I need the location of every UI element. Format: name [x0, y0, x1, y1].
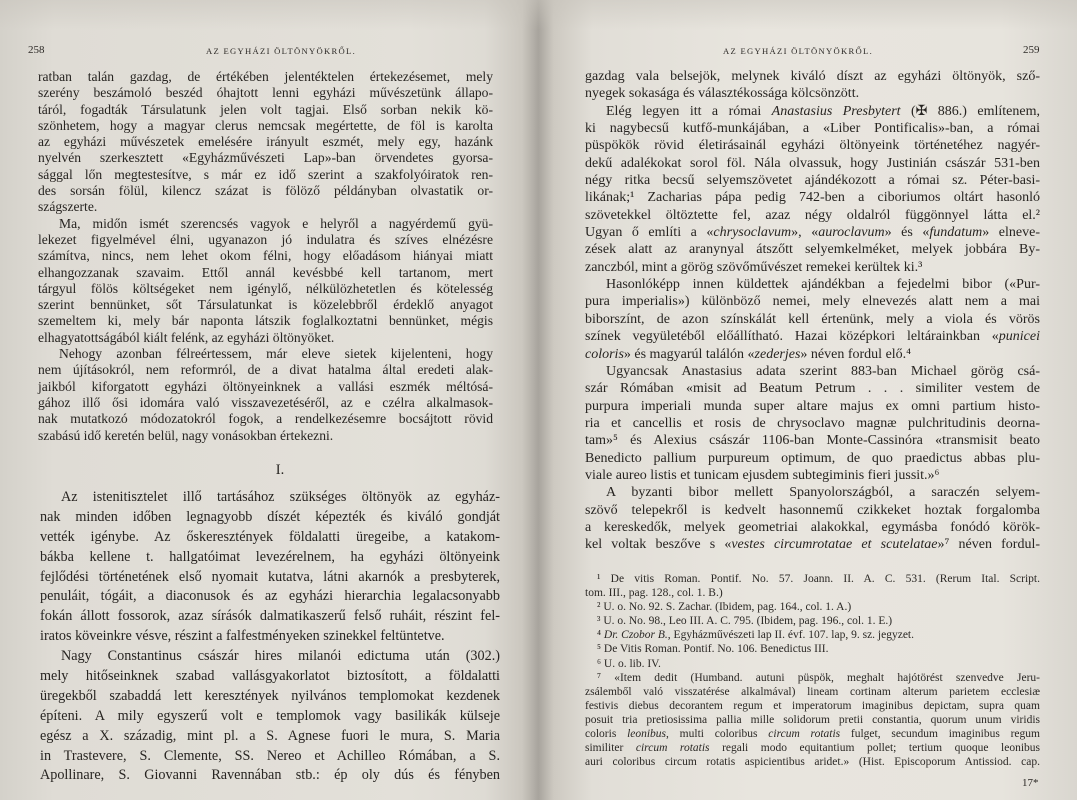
italic-text: chrysoclavum	[713, 225, 792, 241]
paragraph-line	[585, 346, 1040, 363]
text-segment: Ugyan ő említi a «	[585, 225, 714, 241]
paragraph-line: nyegek sokasága és választékossága kölcsönzött.	[585, 86, 860, 102]
paragraph-line: pura imperialis») különböző nemei, mely elnevezés alatt nem a mai	[585, 294, 1040, 310]
section-heading: I.	[275, 462, 285, 478]
italic-text: coloris	[585, 346, 624, 362]
footnote-line	[585, 741, 1040, 755]
paragraph-line: tárgyul fölös költségeket nem igénylő, nélkülözhetetlen és kötelesség	[38, 280, 493, 296]
italic-text: Dr. Czobor B.	[603, 629, 668, 642]
page-number: 259	[1023, 44, 1040, 56]
text-segment: , multi coloribus	[666, 728, 769, 741]
paragraph-line: Benedicto pallium purpureum optimum, de quo praedictus abbas plu-	[585, 450, 1040, 466]
paragraph-line: nem újításokról, nem reformról, de a divat hatalma által eredeti alak-	[38, 362, 493, 378]
text-segment: , Egyházművészeti lap II. évf. 107. lap, 9. sz. jegyzet.	[667, 629, 915, 642]
paragraph-line: vették igénybe. Az őskeresztények földalatti üregeibe, a katakom-	[40, 528, 500, 545]
italic-text: auroclavum	[818, 225, 885, 241]
paragraph-line: fejlődési történetének első nyomait kutatva, látni akarnók a presbyterek,	[40, 568, 500, 585]
paragraph-line: nak mutatkozó módozatokról fogok, a rendelkezésemre bocsájtott rövid	[38, 411, 493, 427]
text-segment: fulget, secundum imaginibus regum	[840, 728, 1040, 741]
running-head: AZ EGYHÁZI ÖLTÖNYÖKRŐL.	[722, 46, 874, 56]
paragraph-line: ria et cancellis et rosis de chrysoclavo magnæ pulchritudinis deorna-	[585, 415, 1040, 431]
page-number: 258	[28, 44, 45, 56]
paragraph-line: dekű adalékokat sorol föl. Nála olvassuk, hogy Justinián császár 531-ben	[585, 155, 1040, 171]
text-segment: », «	[791, 225, 819, 241]
paragraph-line: számítva, nincs, nem lehet okom félni, hogy előadásom hiányai miatt	[38, 248, 493, 264]
paragraph-line: iratos köveinkre vésve, részint a falfestményeken szinekkel feltüntetve.	[40, 628, 445, 645]
paragraph-line: szövő telepekről is kedvelt hasonnemű czikkeket hoztak forgalomba	[585, 502, 1040, 518]
paragraph-line: a kereskedők, melyek geometriai alakokkal, egymásba fonódó körök-	[585, 519, 1040, 535]
paragraph-line: in Trastevere, S. Clemente, SS. Nereo et Achilleo Rómában, a S.	[40, 747, 500, 764]
footnote-line	[585, 628, 1040, 642]
paragraph-line: sággal lőn megtestesítve, s már ez idő szerint a szakfolyóiratok ren-	[38, 166, 493, 182]
footnote-line: tom. III., pag. 128., col. 1. B.)	[585, 587, 723, 600]
paragraph-line: az egyházi művészetek emelésére irányult eszmét, mely egy, hazánk	[38, 134, 493, 150]
paragraph-line: bákba kellene t. hallgatóimat levezérelnem, ha egyházi öltönyeink	[40, 548, 500, 565]
paragraph-line: fokán állott fossorok, azaz sírásók dalmatikaszerű felső ruháit, részint fel-	[40, 608, 500, 625]
paragraph-line: biborszínt, de azon színskálát kell értenünk, mely a viola és vörös	[585, 311, 1040, 327]
paragraph-line: Hasonlóképp innen küldettek ajándékban a fejedelmi bibor («Pur-	[606, 277, 1040, 293]
paragraph-line: elhangozzanak szavaim. Ettől annál kevésbbé kell tartanom, mert	[38, 264, 493, 280]
footnotes	[585, 572, 1040, 769]
body-text	[38, 69, 493, 444]
paragraph-line: viale aureo listis et tunicam ejusdem subtegiminis fieri jussit.»⁶	[585, 467, 940, 483]
text-segment: similiter	[585, 742, 636, 755]
footnote-line: zsálemből való visszatérése alkalmával) lineam cortinam alterum parietem ecclesiæ	[585, 685, 1040, 698]
paragraph-line	[585, 103, 1040, 120]
text-segment: ⁴	[597, 629, 604, 642]
paragraph	[38, 216, 493, 346]
paragraph-line: des sorsán fölül, kilencz százat is fölöző példányban olvastatik or-	[38, 183, 493, 199]
paragraph-line: szerint bennünket, sőt Társulatunkat is közelebbről érdeklő anyagot	[38, 297, 493, 313]
paragraph-line: tam»⁵ és Alexius császár 1106-ban Monte-Cassinóra «transmisit beato	[585, 433, 1040, 449]
footnote-line: ³ U. o. No. 98., Leo III. A. C. 795. (Ibidem, pag. 196., col. 1. E.)	[597, 615, 893, 628]
paragraph-line: jaikból kiforgatott egyházi öltönyeinknek a vallási eszmék méltósá-	[38, 378, 493, 394]
paragraph-line: penuláit, tógáit, a diaconusok és az egyházi hierarchia legalacsonyabb	[40, 588, 500, 605]
paragraph-line: püspökök rövid életirásainál egyházi öltönyeink történetéhez nagyér-	[585, 138, 1040, 154]
paragraph	[40, 647, 500, 786]
paragraph	[585, 276, 1040, 363]
text-segment: regali modo equitantium pollet; tertium quoque leonibus	[709, 742, 1040, 755]
paragraph	[585, 68, 1040, 103]
paragraph-line: mely hitőseinknek szabad vallásgyakorlatot biztosított, a földalatti	[40, 668, 500, 685]
footnote	[585, 671, 1040, 770]
paragraph-line: építeni. A mily egyszerű volt e templomok vagy basilikák külseje	[40, 707, 500, 724]
paragraph-line: lekezet figyelmével élni, ugyanazon jó indulatra és szíves elnézésre	[38, 231, 493, 247]
paragraph-line: szár Rómában «misit ad Beatum Petrum . . . similiter vestem de	[585, 381, 1040, 397]
body-text	[585, 68, 1040, 554]
italic-text: circum rotatis	[768, 728, 841, 741]
paragraph	[40, 488, 500, 647]
paragraph-line: gazdag vala belsejök, melynek kiváló díszt az egyházi öltönyök, sző-	[585, 69, 1040, 84]
text-segment: coloris	[585, 728, 628, 741]
paragraph-line	[585, 536, 1040, 553]
paragraph-line: Ugyancsak Anastasius adata szerint 883-ban Michael görög csá-	[606, 363, 1040, 379]
footnote-line: posuit tria pretiosissima pallia mille solidorum pretii constantia, quorum unum viridis	[585, 713, 1040, 726]
text-segment: » elneve-	[982, 225, 1040, 241]
paragraph-line	[585, 224, 1040, 241]
footnote-line: ² U. o. No. 92. S. Zachar. (Ibidem, pag. 164., col. 1. A.)	[597, 601, 852, 614]
footnote-line: festivis diebus decorantem regum et imperatorum imaginibus depictam, supra quam	[585, 699, 1040, 712]
paragraph-line: purpura imperiali munda super altare majus ex omni partium histo-	[585, 398, 1040, 414]
paragraph-line: likának;¹ Zacharias pápa pedig 742-ben a ciboriumos oltárt hasonló	[585, 190, 1040, 206]
paragraph-line: ki nagybecsű kutfő-munkájában, a «Liber Pontificalis»-ban, a római	[585, 121, 1040, 137]
paragraph-line: szemeltem ki, mely bár naponta látszik foglalkoztatni bennünket, mégis	[38, 313, 493, 329]
paragraph-line: szerény beszámoló beszéd óhajtott lenni egyházi művészetünk állapo-	[38, 85, 493, 101]
paragraph-line: Nehogy azonban félreértessem, már eleve sietek kijelenteni, hogy	[59, 346, 493, 362]
footnote-line: ⁶ U. o. lib. IV.	[597, 657, 661, 670]
paragraph	[585, 484, 1040, 553]
paragraph-line: egész a X. századig, mint pl. a S. Agnese fuori le mura, S. Maria	[40, 727, 500, 744]
scan-shadow	[0, 0, 1077, 30]
footnote	[585, 572, 1040, 600]
paragraph-line: Ma, midőn ismét szerencsés vagyok e helyről a nagyérdemű gyü-	[59, 215, 493, 231]
paragraph-line: gához illő ősi idomára való visszavezetéséről, az e czélra alkalmasok-	[38, 394, 493, 410]
text-segment: színek vegyületéből előállítható. Hazai középkori leltárainkban «	[585, 329, 999, 345]
footnote-line: ¹ De vitis Roman. Pontif. No. 57. Joann. II. A. C. 531. (Rerum Ital. Script.	[597, 573, 1040, 585]
paragraph-line: A byzanti bibor mellett Spanyolországból, a saraczén selyem-	[606, 485, 1040, 501]
paragraph-line: nyelvén szerkesztett «Egyházművészeti Lap»-ban örvendetes gyorsa-	[38, 150, 493, 166]
footnote-line	[585, 727, 1040, 741]
text-segment: »⁷ néven fordul-	[937, 537, 1040, 553]
text-segment: Elég legyen itt a római	[606, 103, 772, 119]
paragraph-line: négy ritka becsű selyemszövetet ajándékozott a római sz. Péter-basi-	[585, 173, 1040, 189]
paragraph-line: üregekből szabaddá lett keresztények nyilvános templomokat kezdenek	[40, 687, 500, 704]
footnote	[585, 614, 1040, 628]
paragraph-line: zések alatt az aranynyal átszőtt selyemkelméket, melyek jobbára By-	[585, 242, 1040, 258]
body-text	[40, 488, 500, 786]
paragraph-line	[585, 328, 1040, 345]
paragraph-line: nak minden időben legnagyobb díszét képezték és kiváló gondját	[40, 508, 500, 525]
footnote-line: ⁷ «Item dedit (Humband. autuni püspök, meghalt hajótörést szenvedve Jeru-	[597, 671, 1040, 684]
italic-text: fundatum	[929, 225, 983, 241]
paragraph-line: szönhetem, hogy a magyar clerus nemcsak megértette, de föl is karolta	[38, 117, 493, 133]
paragraph	[585, 363, 1040, 484]
italic-text: leonibus	[627, 728, 667, 741]
signature-mark: 17*	[1022, 777, 1039, 789]
footnote	[585, 628, 1040, 642]
text-segment: » és magyarúl találón «	[623, 346, 755, 362]
italic-text: Anastasius Presbytert	[771, 103, 901, 119]
paragraph	[38, 346, 493, 444]
paragraph-line: táról, fogadták Társulatunk jelen volt tagjai. Első sorban nekik kö-	[38, 101, 493, 117]
footnote-line: ⁵ De Vitis Roman. Pontif. No. 106. Benedictus III.	[597, 643, 829, 656]
italic-text: punicei	[998, 329, 1040, 345]
paragraph-line: zanczból, mint a görög szövőművészet remekei kerültek ki.³	[585, 259, 923, 275]
text-segment: » és «	[884, 225, 930, 241]
paragraph-line: elhagyatottságából kiált felénk, az egyházi öltönyöket.	[38, 329, 335, 345]
text-segment: (✠ 886.) említenem,	[900, 103, 1040, 119]
footnote	[585, 657, 1040, 671]
footnote	[585, 642, 1040, 656]
paragraph-line: Nagy Constantinus császár hires milanói edictuma után (302.)	[61, 648, 500, 665]
paragraph-line: Az istenitisztelet illő tartásához szükséges öltönyök az egyház-	[61, 489, 500, 505]
paragraph-line: ratban talán gazdag, de értékében jelentéktelen értekezésemet, mely	[38, 69, 493, 84]
text-segment: kel voltak beszőve s «	[585, 537, 732, 553]
paragraph	[585, 103, 1040, 276]
paragraph-line: szövetekkel öltöztette fel, azaz négy oldalról függönnyel látta el.²	[585, 207, 1040, 223]
paragraph-line: szágszerte.	[38, 199, 98, 215]
paragraph-line: szabású idő keretén belül, nagy vonásokban értekezni.	[38, 427, 334, 443]
text-segment: » néven fordul elő.⁴	[800, 346, 912, 362]
italic-text: circum rotatis	[635, 742, 710, 755]
paragraph-line: Apollinare, S. Giovanni Ravennában stb.: ép oly dús és fényben	[40, 767, 500, 784]
italic-text: vestes circumrotatae et scutelatae	[731, 537, 938, 553]
italic-text: zederjes	[754, 346, 801, 362]
running-head: AZ EGYHÁZI ÖLTÖNYÖKRŐL.	[205, 46, 357, 56]
paragraph	[38, 69, 493, 216]
footnote-line: auri coloribus circum rotatis aspicientibus aridet.» (Hist. Episcoporum Antissiod. cap.	[585, 756, 1040, 769]
footnote	[585, 600, 1040, 614]
